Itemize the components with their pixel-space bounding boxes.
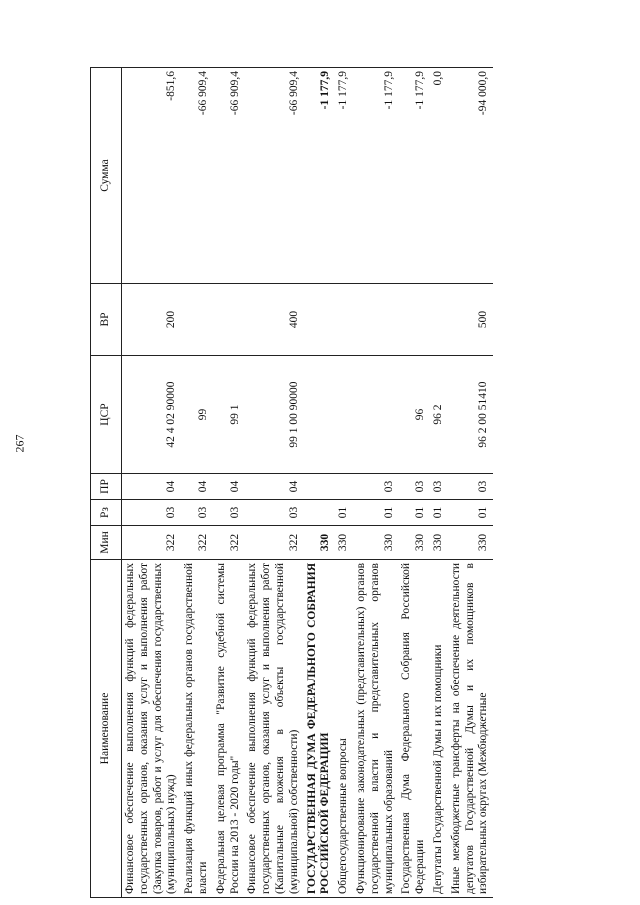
header-min: Мин: [91, 526, 122, 560]
cell-sum: -1 177,9: [304, 68, 336, 284]
cell-name: Общегосударственные вопросы: [335, 560, 353, 898]
header-rz: Рз: [91, 500, 122, 526]
cell-vr: [398, 284, 430, 356]
table-header-row: [91, 68, 122, 898]
cell-name: Депутаты Государственной Думы и их помощники: [430, 560, 448, 898]
cell-name: Реализация функций иных федеральных органов государственной власти: [181, 560, 213, 898]
cell-pr: [335, 474, 353, 500]
page-number: 267: [12, 434, 27, 453]
header-vr: ВР: [91, 284, 122, 356]
cell-pr: 03: [430, 474, 448, 500]
cell-min: 322: [181, 526, 213, 560]
cell-csr: 96 2: [430, 356, 448, 474]
cell-rz: 03: [244, 500, 303, 526]
cell-csr: [353, 356, 398, 474]
cell-name: Иные межбюджетные трансферты на обеспечение деятельности депутатов Государственной Думы и их помощников в избирательных округах (Межбюджетные: [448, 560, 493, 898]
cell-csr: 96: [398, 356, 430, 474]
cell-min: 330: [448, 526, 493, 560]
cell-min: 330: [353, 526, 398, 560]
cell-rz: 01: [398, 500, 430, 526]
header-sum: Сумма: [91, 68, 122, 284]
table-row: [213, 68, 245, 898]
budget-table: [90, 67, 493, 898]
cell-name: Федеральная целевая программа "Развитие судебной системы России на 2013 - 2020 годы": [213, 560, 245, 898]
table-row: [448, 68, 493, 898]
cell-sum: -851,6: [122, 68, 182, 284]
table-row: [181, 68, 213, 898]
table-row: [304, 68, 336, 898]
cell-vr: [353, 284, 398, 356]
cell-rz: 03: [213, 500, 245, 526]
header-name: Наименование: [91, 560, 122, 898]
cell-rz: 03: [122, 500, 182, 526]
cell-min: 322: [213, 526, 245, 560]
cell-pr: 03: [448, 474, 493, 500]
cell-min: 322: [122, 526, 182, 560]
cell-pr: [304, 474, 336, 500]
cell-name: ГОСУДАРСТВЕННАЯ ДУМА ФЕДЕРАЛЬНОГО СОБРАНИЯ РОССИЙСКОЙ ФЕДЕРАЦИИ: [304, 560, 336, 898]
cell-name: Государственная Дума Федерального Собрания Российской Федерации: [398, 560, 430, 898]
cell-sum: 0,0: [430, 68, 448, 284]
cell-min: 322: [244, 526, 303, 560]
cell-rz: 01: [430, 500, 448, 526]
cell-pr: 04: [244, 474, 303, 500]
cell-vr: [335, 284, 353, 356]
header-csr: ЦСР: [91, 356, 122, 474]
cell-min: 330: [335, 526, 353, 560]
cell-min: 330: [398, 526, 430, 560]
table-row: [430, 68, 448, 898]
cell-csr: 99 1 00 90000: [244, 356, 303, 474]
table-row: [353, 68, 398, 898]
cell-vr: [181, 284, 213, 356]
cell-csr: 99 1: [213, 356, 245, 474]
cell-rz: 03: [181, 500, 213, 526]
cell-csr: 96 2 00 51410: [448, 356, 493, 474]
cell-vr: [430, 284, 448, 356]
cell-pr: 04: [122, 474, 182, 500]
cell-vr: 500: [448, 284, 493, 356]
cell-sum: -66 909,4: [181, 68, 213, 284]
cell-pr: 03: [353, 474, 398, 500]
cell-csr: 42 4 02 90000: [122, 356, 182, 474]
header-pr: ПР: [91, 474, 122, 500]
cell-min: 330: [304, 526, 336, 560]
cell-sum: -1 177,9: [335, 68, 353, 284]
cell-vr: [213, 284, 245, 356]
cell-rz: [304, 500, 336, 526]
cell-name: Функционирование законодательных (представительных) органов государственной власти и представительных органов муниципальных образований: [353, 560, 398, 898]
cell-sum: -1 177,9: [353, 68, 398, 284]
cell-csr: [304, 356, 336, 474]
cell-csr: 99: [181, 356, 213, 474]
table-row: [398, 68, 430, 898]
cell-vr: 200: [122, 284, 182, 356]
cell-name: Финансовое обеспечение выполнения функций федеральных государственных органов, оказания услуг и выполнения работ (Закупка товаров, работ и услуг для обеспечения государственных (муниципальных) нужд): [122, 560, 182, 898]
table-row: [122, 68, 182, 898]
cell-rz: 01: [353, 500, 398, 526]
cell-vr: 400: [244, 284, 303, 356]
table-row: [244, 68, 303, 898]
cell-rz: 01: [335, 500, 353, 526]
cell-name: Финансовое обеспечение выполнения функций федеральных государственных органов, оказания услуг и выполнения работ (Капитальные вложения в объекты государственной (муниципальной) собственности): [244, 560, 303, 898]
cell-pr: 04: [213, 474, 245, 500]
cell-rz: 01: [448, 500, 493, 526]
cell-pr: 03: [398, 474, 430, 500]
table-row: [335, 68, 353, 898]
cell-sum: -94 000,0: [448, 68, 493, 284]
table-body: [122, 68, 494, 898]
cell-sum: -66 909,4: [213, 68, 245, 284]
cell-min: 330: [430, 526, 448, 560]
cell-csr: [335, 356, 353, 474]
cell-sum: -66 909,4: [244, 68, 303, 284]
cell-pr: 04: [181, 474, 213, 500]
rotated-page-content: [90, 68, 615, 898]
cell-sum: -1 177,9: [398, 68, 430, 284]
cell-vr: [304, 284, 336, 356]
